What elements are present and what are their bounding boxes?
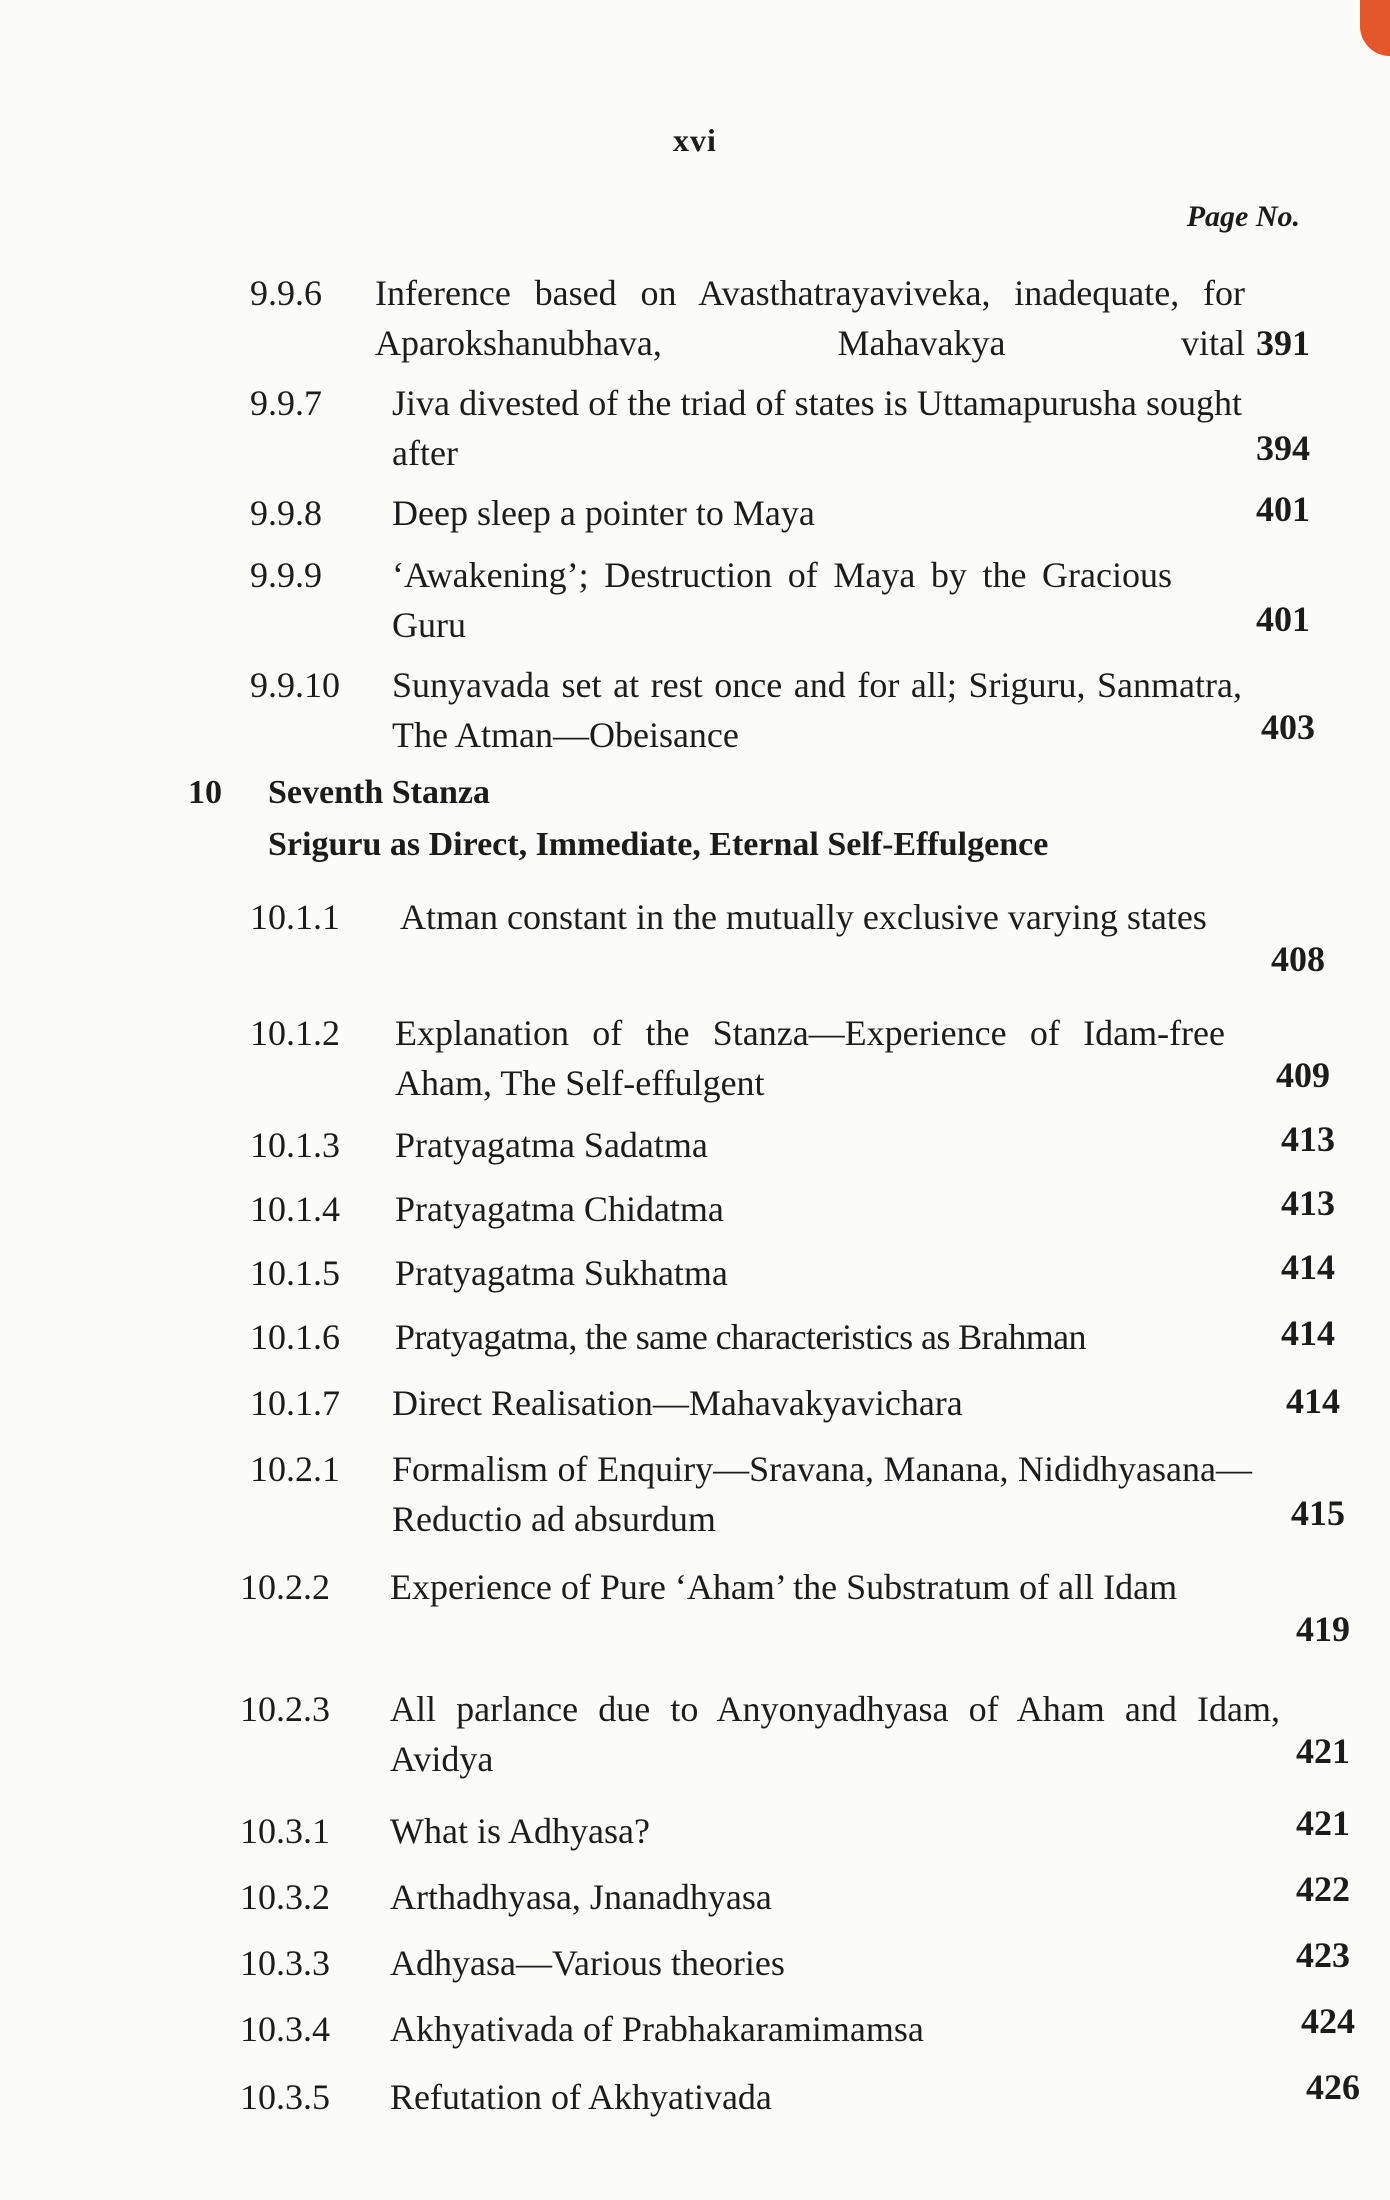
entry-title: Refutation of Akhyativada	[390, 2077, 772, 2117]
toc-entry[interactable]	[250, 660, 1315, 760]
entry-title: What is Adhyasa?	[390, 1811, 650, 1851]
entry-number: 10.1.2	[250, 1013, 340, 1053]
entry-number: 10.3.5	[240, 2077, 330, 2117]
entry-number: 9.9.7	[250, 383, 322, 423]
toc-entry[interactable]	[250, 1120, 1335, 1170]
entry-title: Pratyagatma, the same characteristics as Brahman	[395, 1317, 1086, 1357]
entry-title: Akhyativada of Prabhakaramimamsa	[390, 2009, 924, 2049]
toc-entry[interactable]	[250, 1378, 1340, 1428]
toc-entry[interactable]	[250, 488, 1310, 538]
entry-number: 10.1.7	[250, 1383, 340, 1423]
entry-page: 419	[1296, 1609, 1350, 1649]
entry-page: 409	[1276, 1055, 1330, 1095]
entry-title: ‘Awakening’; Destruction of Maya by the Gracious Guru	[392, 555, 1172, 645]
toc-entry[interactable]	[250, 1248, 1335, 1298]
entry-page: 426	[1306, 2067, 1360, 2107]
entry-title: Direct Realisation—Mahavakyavichara	[392, 1383, 963, 1423]
entry-title: Inference based on Avasthatrayaviveka, inadequate, for Aparokshanubhava, Mahavakya vital	[375, 273, 1245, 363]
entry-title: Arthadhyasa, Jnanadhyasa	[390, 1877, 772, 1917]
entry-page: 422	[1296, 1869, 1350, 1909]
toc-entry[interactable]	[250, 1008, 1330, 1108]
entry-page: 394	[1256, 428, 1310, 468]
entry-title: Pratyagatma Sadatma	[395, 1125, 708, 1165]
entry-page: 414	[1286, 1381, 1340, 1421]
entry-page: 401	[1256, 489, 1310, 529]
entry-title: Jiva divested of the triad of states is Uttamapurusha sought after	[392, 383, 1242, 473]
toc-entry[interactable]	[250, 1184, 1335, 1234]
entry-page: 424	[1301, 2001, 1355, 2041]
section-title: Seventh Stanza	[268, 774, 490, 811]
entry-page: 413	[1281, 1119, 1335, 1159]
page-corner-tab	[1360, 0, 1390, 56]
entry-number: 10.2.2	[240, 1567, 330, 1607]
entry-page: 423	[1296, 1935, 1350, 1975]
entry-page: 414	[1281, 1247, 1335, 1287]
toc-entry[interactable]	[240, 1869, 1350, 1922]
entry-page: 421	[1296, 1803, 1350, 1843]
toc-entry[interactable]	[250, 268, 1310, 368]
entry-title: Pratyagatma Sukhatma	[395, 1253, 728, 1293]
entry-page: 415	[1291, 1493, 1345, 1533]
toc-entry[interactable]	[250, 1444, 1345, 1544]
toc-entry[interactable]	[240, 1935, 1350, 1988]
entry-number: 10.1.5	[250, 1253, 340, 1293]
entry-number: 10.1.4	[250, 1189, 340, 1229]
entry-title: Deep sleep a pointer to Maya	[392, 493, 815, 533]
toc-entry[interactable]	[250, 1312, 1335, 1362]
entry-title: Sunyavada set at rest once and for all; Sriguru, Sanmatra, The Atman—Obeisance	[392, 665, 1242, 755]
entry-number: 10.1.1	[250, 897, 340, 937]
toc-entry[interactable]	[240, 2067, 1360, 2122]
entry-number: 9.9.6	[250, 273, 322, 313]
page-no-column-label: Page No.	[1186, 200, 1300, 233]
entry-title: Atman constant in the mutually exclusive varying states	[400, 897, 1207, 937]
entry-number: 10.1.6	[250, 1317, 340, 1357]
entry-number: 10.1.3	[250, 1125, 340, 1165]
entry-number: 10.3.4	[240, 2009, 330, 2049]
toc-entry[interactable]	[250, 378, 1310, 478]
entry-number: 10.3.1	[240, 1811, 330, 1851]
entry-title: Formalism of Enquiry—Sravana, Manana, Nididhyasana—Reductio ad absurdum	[392, 1449, 1252, 1539]
entry-number: 10.3.2	[240, 1877, 330, 1917]
toc-entry[interactable]	[250, 892, 1325, 992]
toc-entry[interactable]	[240, 2001, 1355, 2054]
toc-entry[interactable]	[250, 550, 1310, 650]
entry-title: Pratyagatma Chidatma	[395, 1189, 724, 1229]
entry-page: 414	[1281, 1313, 1335, 1353]
entry-number: 9.9.9	[250, 555, 322, 595]
entry-title: All parlance due to Anyonyadhyasa of Aham and Idam, Avidya	[390, 1689, 1280, 1779]
entry-title: Experience of Pure ‘Aham’ the Substratum of all Idam	[390, 1567, 1178, 1607]
section-number: 10	[188, 774, 222, 811]
entry-page: 401	[1256, 599, 1310, 639]
entry-page: 408	[1271, 939, 1325, 979]
entry-page: 403	[1261, 707, 1315, 747]
entry-number: 10.2.3	[240, 1689, 330, 1729]
entry-number: 10.3.3	[240, 1943, 330, 1983]
entry-number: 10.2.1	[250, 1449, 340, 1489]
toc-entry[interactable]	[240, 1684, 1350, 1784]
toc-entry[interactable]	[240, 1803, 1350, 1856]
toc-entry[interactable]	[240, 1562, 1350, 1662]
entry-title: Adhyasa—Various theories	[390, 1943, 785, 1983]
entry-number: 9.9.8	[250, 493, 322, 533]
entry-number: 9.9.10	[250, 665, 340, 705]
entry-page: 413	[1281, 1183, 1335, 1223]
entry-title: Explanation of the Stanza—Experience of Idam-free Aham, The Self-effulgent	[395, 1013, 1225, 1103]
entry-page: 391	[1256, 323, 1310, 363]
page-number: xvi	[673, 122, 717, 158]
entry-page: 421	[1296, 1731, 1350, 1771]
section-subtitle: Sriguru as Direct, Immediate, Eternal Self-Effulgence	[268, 826, 1049, 863]
